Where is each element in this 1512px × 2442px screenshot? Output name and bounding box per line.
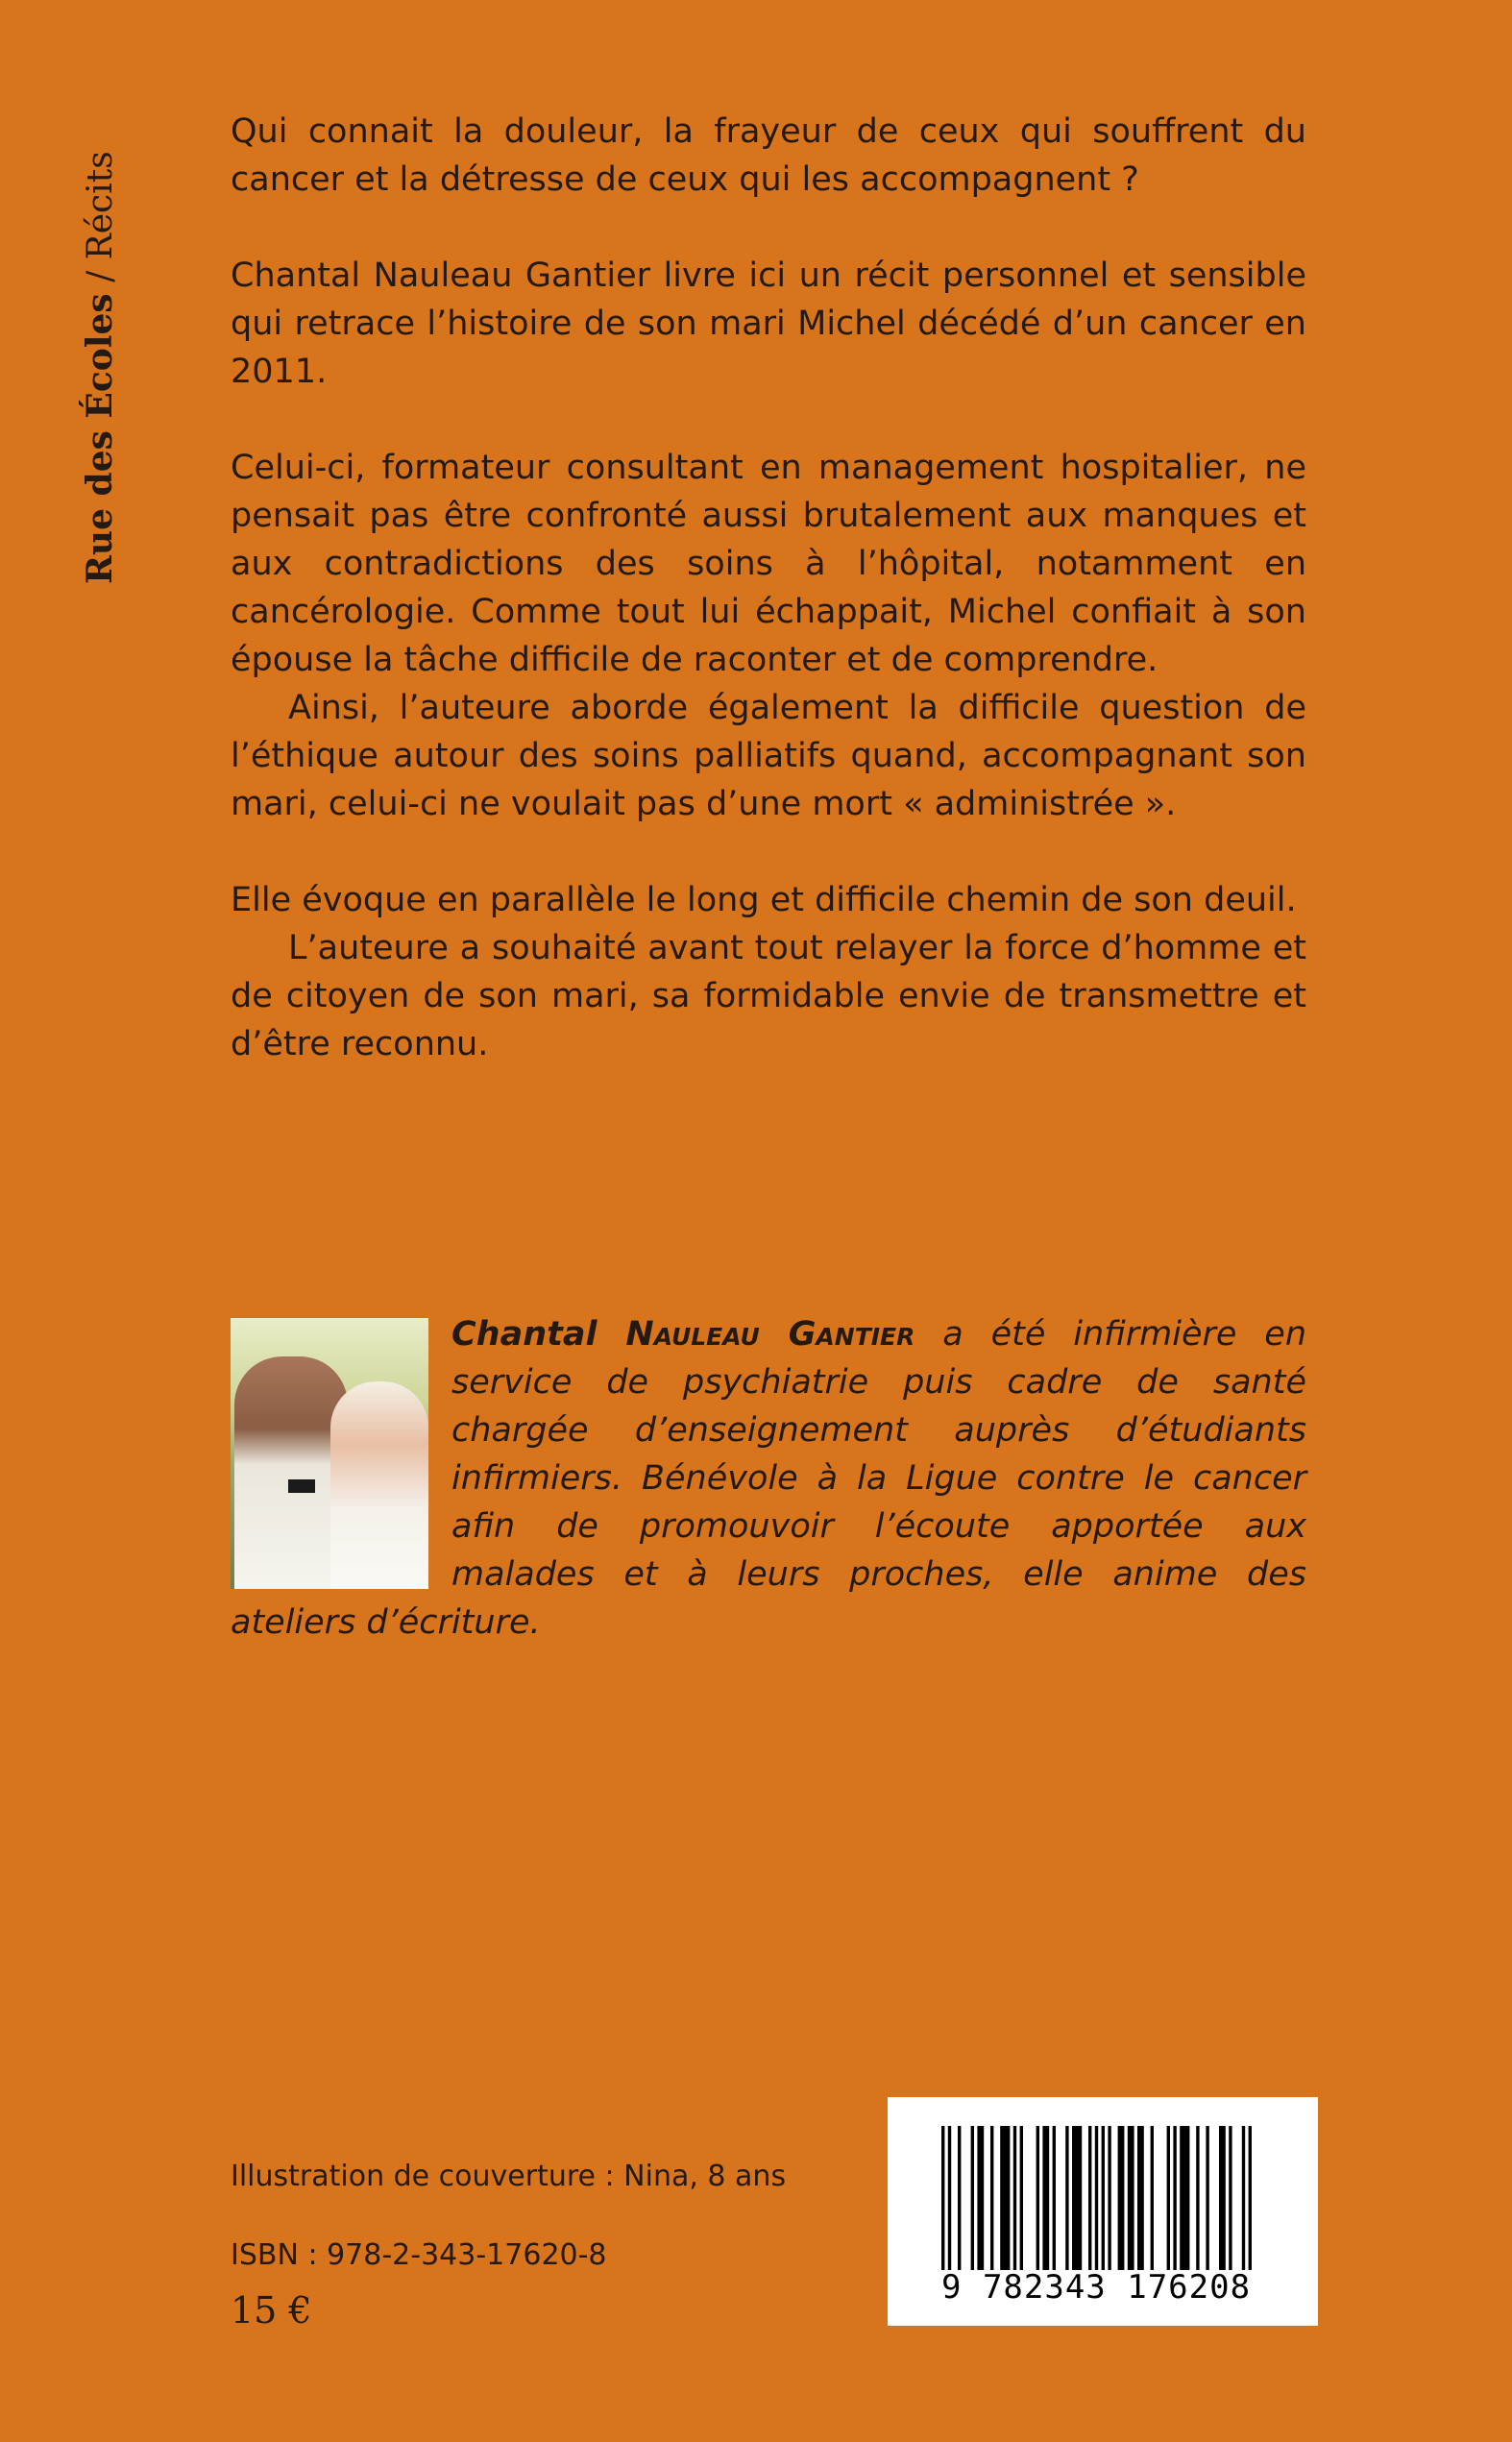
- author-first-name: Chantal: [451, 1315, 597, 1354]
- spine-text: [75, 113, 125, 584]
- subseries-name: Récits: [81, 151, 120, 260]
- author-name: [451, 1315, 915, 1354]
- blurb-paragraph-2: Chantal Nauleau Gantier livre ici un récit personnel et sensible qui retrace l’histoire de son mari Michel décédé d’un cancer en 2011.: [231, 256, 1306, 391]
- photo-woman-figure: [330, 1381, 428, 1589]
- book-price: 15 €: [231, 2289, 312, 2332]
- author-bio-text: a été infirmière en service de psychiatrie puis cadre de santé chargée d’enseignement auprès d’étudiants infirmiers. Bénévole à la Ligue contre le cancer afin de promouvoir l’écoute apportée aux malades et à leurs proches, elle anime des ateliers d’écriture.: [231, 1315, 1307, 1642]
- spine-collection-label: [75, 113, 125, 584]
- blurb-paragraph-3: Celui-ci, formateur consultant en management hospitalier, ne pensait pas être confronté aussi brutalement aux manques et aux contradictions des soins à l’hôpital, notamment en cancérologie. Comme tout lui échappait, Michel confiait à son épouse la tâche difficile de raconter et de comprendre.: [231, 449, 1306, 679]
- author-bio: [231, 1310, 1306, 1647]
- blurb-paragraph-4: Ainsi, l’auteure aborde également la difficile question de l’éthique autour des soins palliatifs quand, accompagnant son mari, celui-ci ne voulait pas d’une mort « administrée ».: [231, 689, 1306, 823]
- cover-illustration-credit: Illustration de couverture : Nina, 8 ans: [231, 2160, 787, 2193]
- photo-bowtie: [288, 1479, 315, 1493]
- blurb-paragraph-1: Qui connait la douleur, la frayeur de ceux qui souffrent du cancer et la détresse de ceux qui les accompagnent ?: [231, 112, 1306, 199]
- blurb-paragraph-5: Elle évoque en parallèle le long et difficile chemin de son deuil.: [231, 881, 1297, 919]
- author-photo: [231, 1318, 428, 1589]
- barcode-digits: 9 782343 176208: [941, 2268, 1252, 2307]
- back-cover-blurb: [231, 108, 1306, 1068]
- author-last-name: Nauleau Gantier: [625, 1315, 915, 1354]
- series-name: Rue des Écoles: [80, 293, 120, 584]
- blurb-paragraph-6: L’auteure a souhaité avant tout relayer la force d’homme et de citoyen de son mari, sa formidable envie de transmettre et d’être reconnu.: [231, 929, 1306, 1063]
- series-separator: /: [81, 259, 120, 294]
- barcode: [888, 2097, 1318, 2326]
- isbn-number: ISBN : 978-2-343-17620-8: [231, 2238, 607, 2272]
